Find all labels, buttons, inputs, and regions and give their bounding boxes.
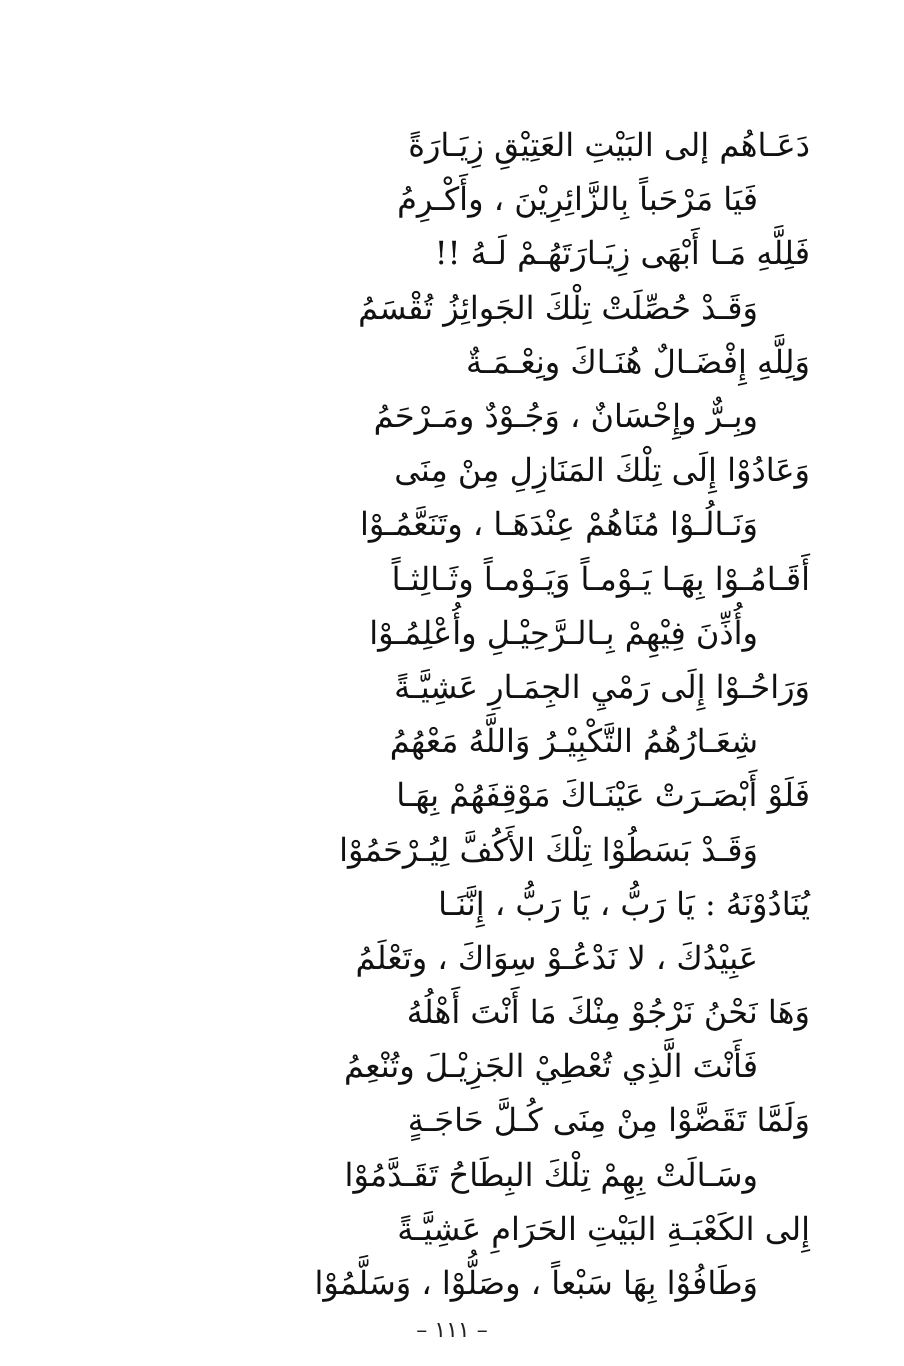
verse-line: وَهَا نَحْنُ نَرْجُوْ مِنْكَ مَا أَنْتَ أَهْلُهُ (406, 993, 810, 1032)
verse-line: وسَـالَتْ بِهِمْ تِلْكَ البِطَاحُ تَقَـدَّمُوْا (344, 1155, 758, 1194)
verse-line: وأُذِّنَ فِيْهِمْ بِـالـرَّحِيْـلِ وأُعْلِمُـوْا (369, 613, 758, 652)
verse-line: وَلَمَّا تَقَضَّوْا مِنْ مِنَى كُـلَّ حَاجَـةٍ (407, 1101, 810, 1140)
verse-line: وَطَافُوْا بِهَا سَبْعاً ، وصَلُّوْا ، وَسَلَّمُوْا (314, 1264, 758, 1303)
verse-line: فَيَا مَرْحَباً بِالزَّائِرِيْنَ ، وأَكْـرِمُ (397, 180, 758, 219)
verse-line: وَرَاحُـوْا إِلَى رَمْيِ الجِمَـارِ عَشِيَّـةً (394, 667, 810, 706)
verse-line: وَعَادُوْا إِلَى تِلْكَ المَنَازِلِ مِنْ مِنَى (394, 451, 810, 490)
verse-line: عَبِيْدُكَ ، لا نَدْعُـوْ سِوَاكَ ، وتَعْلَمُ (355, 938, 758, 977)
verse-line: وَنَـالُـوْا مُنَاهُمْ عِنْدَهَـا ، وتَنَعَّمُـوْا (359, 505, 758, 544)
verse-line: وَقَـدْ حُصِّلَتْ تِلْكَ الجَوائِزُ تُقْسَمُ (358, 288, 758, 327)
verse-line: إِلى الكَعْبَـةِ البَيْتِ الحَرَامِ عَشِيَّـةً (397, 1209, 810, 1248)
verse-line: فَلَوْ أَبْصَـرَتْ عَيْنَـاكَ مَوْقِفَهُمْ بِهَـا (396, 776, 810, 815)
verse-line: وبِـرٌّ وإِحْسَانٌ ، وَجُـوْدٌ ومَـرْحَمُ (373, 397, 758, 436)
verse-line: فَأَنْتَ الَّذِي تُعْطِيْ الجَزِيْـلَ وتُنْعِمُ (343, 1047, 758, 1086)
poem-verses (150, 118, 810, 1310)
verse-line: وَقَـدْ بَسَطُوْا تِلْكَ الأَكُفَّ لِيُـرْحَمُوْا (339, 830, 758, 869)
verse-line: فَلِلَّهِ مَـا أَبْهَى زِيَـارَتَهُـمْ لَـهُ !! (434, 234, 810, 273)
verse-line: وَلِلَّهِ إِفْضَـالٌ هُنَـاكَ ونِعْـمَـةٌ (465, 342, 810, 381)
verse-line: يُنَادُوْنَهُ : يَا رَبُّ ، يَا رَبُّ ، إِنَّنَـا (438, 884, 810, 923)
page-number: – ١١١ – (416, 1318, 488, 1343)
verse-line: دَعَـاهُم إلى البَيْتِ العَتِيْقِ زِيَـارَةً (408, 126, 810, 165)
verse-line: أَقَـامُـوْا بِهَـا يَـوْمـاً وَيَـوْمـاً وثَـالِثـاً (391, 559, 810, 598)
verse-line: شِعَـارُهُمُ التَّكْبِيْـرُ وَاللَّهُ مَعْهُمُ (389, 722, 758, 761)
